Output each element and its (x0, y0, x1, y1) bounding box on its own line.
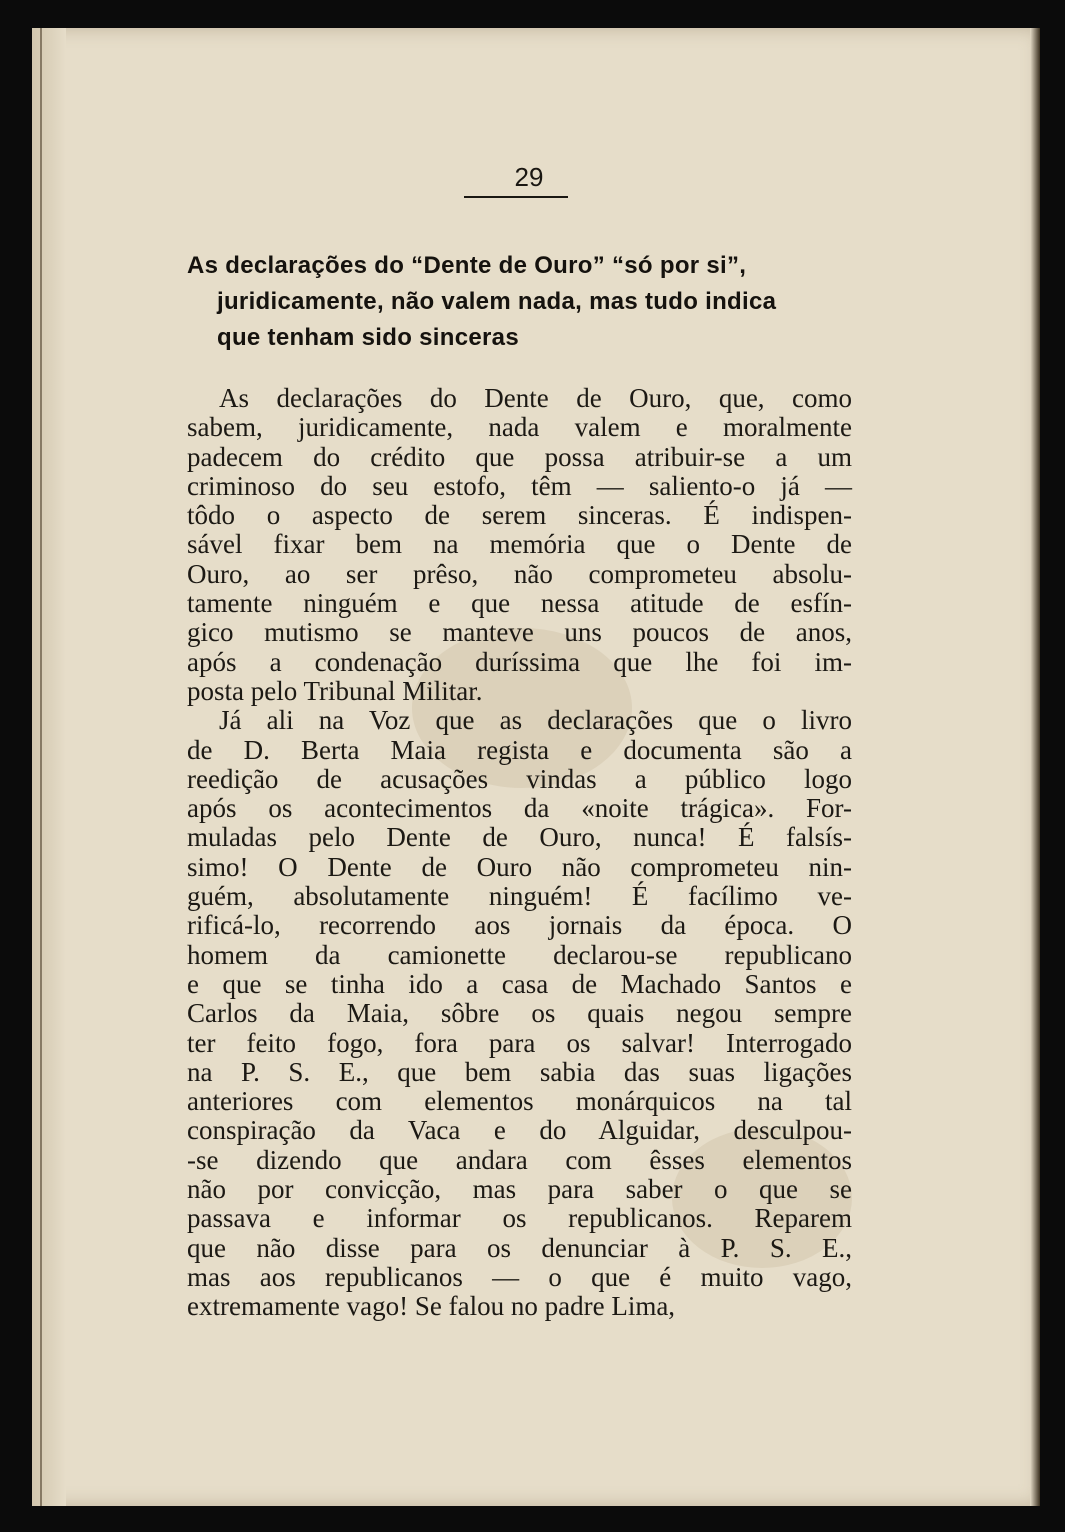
text-line: conspiração da Vaca e do Alguidar, desculpou- (187, 1115, 852, 1146)
text-line: Ouro, ao ser prêso, não comprometeu absolu- (187, 558, 852, 589)
text-line: após a condenação duríssima que lhe foi im- (187, 646, 852, 677)
text-line: sabem, juridicamente, nada valem e moralmente (187, 412, 852, 443)
text-line: padecem do crédito que possa atribuir-se a um (187, 441, 852, 472)
book-page (32, 28, 1040, 1506)
heading-line: que tenham sido sinceras (217, 324, 519, 351)
text-line: reedição de acusações vindas a público logo (187, 763, 852, 794)
body-paragraphs (187, 384, 852, 1322)
page-number: 29 (514, 162, 544, 192)
text-line: e que se tinha ido a casa de Machado Santos e (187, 968, 852, 999)
text-line: sável fixar bem na memória que o Dente de (187, 529, 852, 560)
text-line: gico mutismo se manteve uns poucos de anos, (187, 617, 852, 648)
text-line: -se dizendo que andara com êsses elementos (187, 1144, 852, 1175)
text-line: simo! O Dente de Ouro não comprometeu nin- (187, 851, 852, 882)
text-line: Já ali na Voz que as declarações que o livro (219, 705, 852, 736)
text-line: na P. S. E., que bem sabia das suas ligações (187, 1056, 852, 1087)
text-line: de D. Berta Maia regista e documenta são a (187, 734, 852, 765)
text-line: As declarações do Dente de Ouro, que, como (219, 383, 852, 413)
text-line: rificá-lo, recorrendo aos jornais da época. O (187, 910, 852, 941)
text-line: muladas pelo Dente de Ouro, nunca! É falsís- (187, 822, 852, 853)
text-line: homem da camionette declarou-se republicano (187, 939, 852, 970)
binding-edge (40, 28, 42, 1506)
page-gutter (32, 28, 66, 1506)
text-line: tôdo o aspecto de serem sinceras. É indispen- (187, 500, 852, 531)
text-line: guém, absolutamente ninguém! É facílimo ve- (187, 881, 852, 912)
text-line: não por convicção, mas para saber o que se (187, 1174, 852, 1205)
text-line: tamente ninguém e que nessa atitude de esfín- (187, 588, 852, 619)
heading-line: As declarações do “Dente de Ouro” “só por si”, (187, 252, 747, 279)
text-line: anteriores com elementos monárquicos na tal (187, 1086, 852, 1117)
text-line: que não disse para os denunciar à P. S. E., (187, 1232, 852, 1263)
text-line: ter feito fogo, fora para os salvar! Interrogado (187, 1027, 852, 1058)
page-right-edge (1030, 28, 1040, 1506)
text-line: após os acontecimentos da «noite trágica». For- (187, 793, 852, 824)
text-line: posta pelo Tribunal Militar. (187, 675, 483, 706)
text-line: Carlos da Maia, sôbre os quais negou sempre (187, 998, 852, 1029)
heading-line: juridicamente, não valem nada, mas tudo indica (217, 288, 777, 315)
text-line: extremamente vago! Se falou no padre Lima, (187, 1291, 676, 1322)
section-heading (187, 248, 847, 356)
text-line: criminoso do seu estofo, têm — saliento-o já — (187, 470, 852, 501)
text-line: mas aos republicanos — o que é muito vago, (187, 1261, 852, 1292)
text-line: passava e informar os republicanos. Reparem (187, 1203, 852, 1234)
page-number-rule (464, 196, 568, 198)
